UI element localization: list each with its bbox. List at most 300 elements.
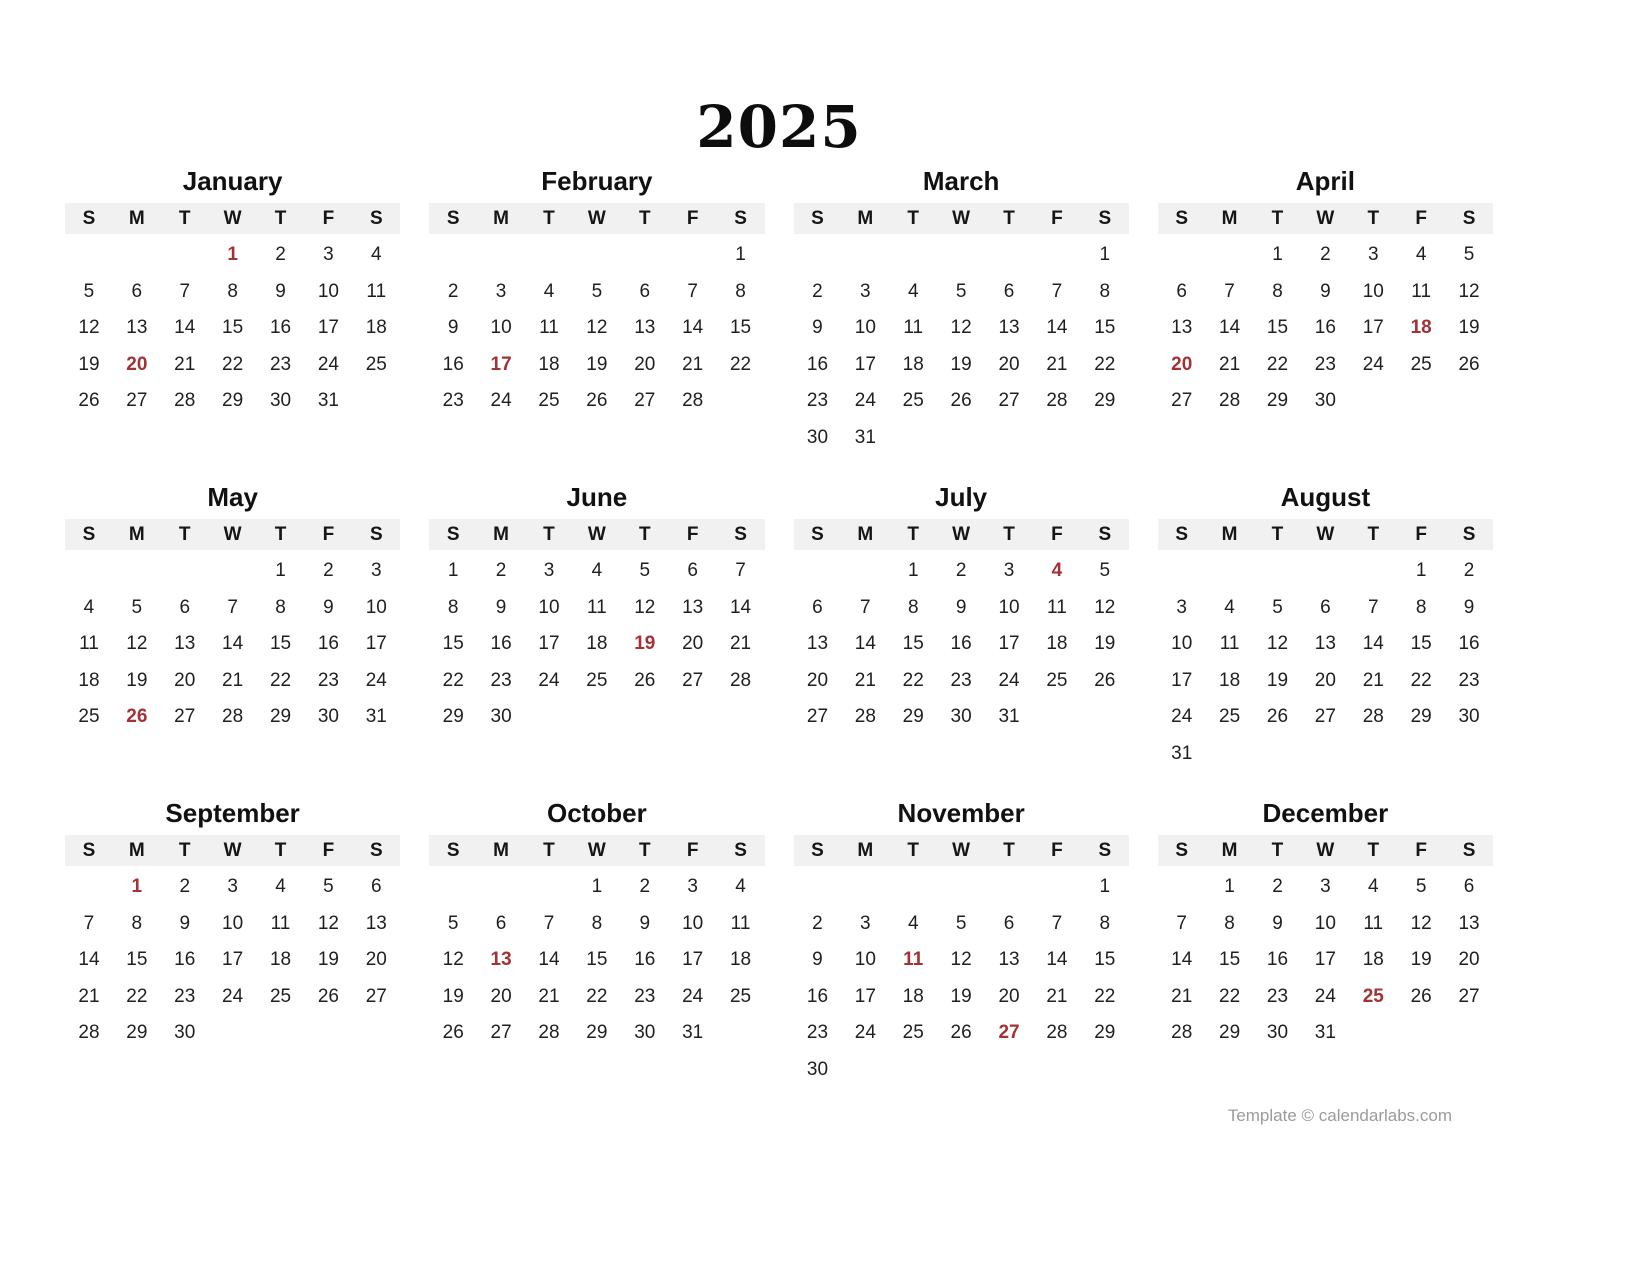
date-cell: 17 [538, 633, 560, 655]
date-cell: 28 [729, 669, 752, 691]
week-row [65, 590, 400, 627]
date-cell: 1 [591, 876, 603, 898]
date-cell: 18 [586, 633, 608, 655]
date-cell: 28 [1046, 390, 1068, 412]
week-row [429, 906, 764, 943]
date-cell: 20 [806, 669, 829, 691]
weekday-header-cell: F [686, 523, 699, 545]
date-cell: 23 [1314, 353, 1336, 375]
weekday-header-cell: T [907, 839, 920, 861]
weekday-header-cell: M [493, 523, 509, 545]
week-row [429, 626, 764, 663]
weekday-header-cell: S [1098, 523, 1112, 545]
week-row [794, 347, 1129, 384]
date-cell: 18 [729, 949, 752, 971]
date-cell: 5 [955, 280, 967, 302]
date-cell: 24 [1314, 985, 1336, 1007]
weekday-header-cell: M [493, 839, 509, 861]
weekday-header-cell: M [857, 839, 874, 861]
date-cell: 2 [495, 560, 507, 582]
date-cell: 12 [1410, 912, 1432, 934]
weekday-header-cell: S [811, 839, 824, 861]
month-title: April [1295, 166, 1355, 196]
weekday-header-cell: T [638, 207, 651, 229]
date-cell: 8 [447, 596, 459, 618]
date-cell: 17 [1362, 317, 1384, 339]
week-row [429, 590, 764, 627]
date-cell: 30 [634, 1022, 656, 1044]
week-row [794, 553, 1129, 590]
date-cell: 17 [222, 949, 244, 971]
date-cell: 15 [586, 949, 608, 971]
date-cell: 22 [1219, 985, 1241, 1007]
date-cell: 13 [126, 317, 148, 339]
date-cell: 12 [442, 949, 464, 971]
date-cell: 4 [371, 244, 382, 266]
date-cell: 17 [490, 353, 512, 375]
weekday-header-cell: T [543, 207, 555, 229]
date-cell: 18 [1362, 949, 1384, 971]
date-cell: 6 [1003, 280, 1015, 302]
month-april [1158, 159, 1493, 475]
week-row [429, 347, 764, 384]
week-row [1158, 274, 1493, 311]
date-cell: 1 [1415, 560, 1427, 582]
date-cell: 7 [860, 596, 871, 618]
date-cell: 22 [586, 985, 608, 1007]
date-cell: 8 [735, 280, 746, 302]
date-cell: 8 [591, 912, 603, 934]
date-cell: 11 [79, 633, 99, 655]
date-cell: 8 [1099, 280, 1111, 302]
date-cell: 9 [812, 949, 823, 971]
weekday-header-cell: W [223, 207, 242, 229]
date-cell: 28 [682, 390, 704, 412]
date-cell: 8 [275, 596, 286, 618]
weekday-header-cell: T [907, 523, 920, 545]
weekday-header-cell: M [857, 523, 874, 545]
calendar-content [65, 0, 1493, 1107]
date-cell: 10 [1314, 912, 1336, 934]
date-cell: 19 [78, 353, 100, 375]
month-weeks [65, 553, 400, 736]
date-cell: 2 [639, 876, 651, 898]
date-cell: 21 [1171, 985, 1193, 1007]
date-cell: 21 [78, 985, 100, 1007]
weekday-header-row [429, 519, 764, 550]
date-cell: 27 [998, 1022, 1020, 1044]
date-cell: 12 [126, 633, 148, 655]
date-cell: 9 [495, 596, 507, 618]
date-cell: 15 [442, 633, 464, 655]
weekday-header-row [1158, 203, 1493, 234]
date-cell: 4 [735, 876, 746, 898]
week-row [794, 869, 1129, 906]
date-cell: 6 [812, 596, 823, 618]
date-cell: 9 [1272, 912, 1283, 934]
date-cell: 20 [490, 985, 512, 1007]
date-cell: 23 [1266, 985, 1289, 1007]
date-cell: 7 [1051, 912, 1063, 934]
date-cell: 29 [269, 706, 292, 728]
date-cell: 9 [275, 280, 286, 302]
date-cell: 4 [83, 596, 95, 618]
date-cell: 19 [1266, 669, 1289, 691]
date-cell: 17 [1314, 949, 1336, 971]
date-cell: 27 [634, 390, 656, 412]
date-cell: 2 [812, 912, 823, 934]
date-cell: 7 [735, 560, 746, 582]
date-cell: 24 [1171, 706, 1193, 728]
date-cell: 30 [1266, 1022, 1289, 1044]
date-cell: 31 [1314, 1022, 1336, 1044]
date-cell: 28 [78, 1022, 100, 1044]
date-cell: 31 [317, 390, 339, 412]
date-cell: 28 [1046, 1022, 1068, 1044]
date-cell: 3 [227, 876, 238, 898]
month-weeks [1158, 237, 1493, 420]
date-cell: 28 [854, 706, 876, 728]
date-cell: 23 [490, 669, 512, 691]
date-cell: 27 [365, 985, 387, 1007]
date-cell: 11 [903, 949, 924, 971]
date-cell: 16 [1458, 633, 1480, 655]
weekday-header-cell: T [1003, 839, 1015, 861]
date-cell: 29 [126, 1022, 148, 1044]
date-cell: 30 [490, 706, 512, 728]
date-cell: 8 [1224, 912, 1235, 934]
date-cell: 28 [538, 1022, 560, 1044]
date-cell: 11 [730, 912, 751, 934]
date-cell: 6 [639, 280, 651, 302]
date-cell: 20 [682, 633, 704, 655]
date-cell: 20 [634, 353, 656, 375]
date-cell: 27 [490, 1022, 512, 1044]
date-cell: 26 [126, 706, 148, 728]
date-cell: 13 [634, 317, 656, 339]
week-row [65, 942, 400, 979]
date-cell: 2 [447, 280, 459, 302]
month-title: January [182, 166, 283, 196]
weekday-header-cell: S [1098, 839, 1112, 861]
weekday-header-cell: M [1221, 207, 1238, 229]
date-cell: 25 [269, 985, 292, 1007]
date-cell: 12 [1458, 280, 1480, 302]
date-cell: 21 [538, 985, 560, 1007]
date-cell: 21 [729, 633, 752, 655]
month-title: December [1262, 798, 1389, 828]
date-cell: 15 [1266, 317, 1289, 339]
week-row [794, 626, 1129, 663]
weekday-header-cell: W [223, 839, 242, 861]
week-row [794, 1052, 1129, 1089]
date-cell: 4 [907, 912, 919, 934]
weekday-header-cell: S [811, 207, 824, 229]
date-cell: 4 [1051, 560, 1063, 582]
date-cell: 10 [1362, 280, 1384, 302]
date-cell: 20 [998, 353, 1020, 375]
week-row [1158, 590, 1493, 627]
date-cell: 21 [682, 353, 704, 375]
date-cell: 6 [1320, 596, 1331, 618]
weekday-header-row [429, 835, 764, 866]
date-cell: 22 [902, 669, 924, 691]
weekday-header-cell: S [446, 839, 460, 861]
weekday-header-cell: S [369, 523, 383, 545]
month-weeks [429, 553, 764, 736]
date-cell: 3 [1003, 560, 1015, 582]
date-cell: 5 [955, 912, 967, 934]
date-cell: 23 [634, 985, 656, 1007]
date-cell: 28 [174, 390, 196, 412]
date-cell: 5 [447, 912, 459, 934]
date-cell: 24 [490, 390, 512, 412]
weekday-header-cell: F [1415, 839, 1427, 861]
weekday-header-cell: S [446, 523, 460, 545]
date-cell: 18 [78, 669, 100, 691]
date-cell: 31 [682, 1022, 704, 1044]
weekday-header-row [65, 203, 400, 234]
date-cell: 17 [317, 317, 339, 339]
weekday-header-cell: M [1221, 839, 1238, 861]
weekday-header-cell: T [178, 207, 191, 229]
month-title: November [897, 798, 1025, 828]
date-cell: 28 [1219, 390, 1241, 412]
week-row [1158, 1015, 1493, 1052]
week-row [794, 383, 1129, 420]
date-cell: 24 [222, 985, 244, 1007]
date-cell: 26 [442, 1022, 464, 1044]
date-cell: 5 [1415, 876, 1427, 898]
date-cell: 14 [222, 633, 244, 655]
date-cell: 12 [78, 317, 100, 339]
week-row [1158, 906, 1493, 943]
date-cell: 9 [1320, 280, 1331, 302]
date-cell: 7 [1176, 912, 1187, 934]
month-january [65, 159, 400, 475]
month-weeks [794, 553, 1129, 736]
weekday-header-cell: W [587, 207, 606, 229]
date-cell: 4 [1367, 876, 1379, 898]
date-cell: 24 [854, 1022, 876, 1044]
date-cell: 6 [179, 596, 191, 618]
weekday-header-cell: S [1175, 207, 1189, 229]
weekday-header-cell: T [1003, 207, 1015, 229]
weekday-header-cell: T [1367, 839, 1380, 861]
date-cell: 14 [1171, 949, 1193, 971]
date-cell: 9 [447, 317, 459, 339]
month-september [65, 791, 400, 1107]
date-cell: 21 [174, 353, 196, 375]
week-row [65, 274, 400, 311]
date-cell: 25 [78, 706, 100, 728]
date-cell: 30 [174, 1022, 196, 1044]
date-cell: 7 [1051, 280, 1063, 302]
month-weeks [1158, 553, 1493, 772]
date-cell: 26 [1410, 985, 1432, 1007]
date-cell: 8 [907, 596, 919, 618]
weekday-header-cell: T [638, 839, 651, 861]
date-cell: 4 [907, 280, 919, 302]
week-row [1158, 553, 1493, 590]
month-march [794, 159, 1129, 475]
weekday-header-cell: M [857, 207, 874, 229]
date-cell: 27 [126, 390, 148, 412]
month-title: February [541, 166, 653, 196]
date-cell: 5 [1099, 560, 1111, 582]
weekday-header-row [794, 203, 1129, 234]
date-cell: 25 [1362, 985, 1384, 1007]
weekday-header-cell: M [128, 839, 145, 861]
weekday-header-row [65, 519, 400, 550]
date-cell: 17 [854, 985, 876, 1007]
week-row [429, 699, 764, 736]
date-cell: 26 [1094, 669, 1116, 691]
week-row [1158, 663, 1493, 700]
date-cell: 26 [634, 669, 656, 691]
date-cell: 20 [998, 985, 1020, 1007]
week-row [794, 310, 1129, 347]
date-cell: 26 [1266, 706, 1289, 728]
date-cell: 16 [634, 949, 656, 971]
date-cell: 31 [365, 706, 387, 728]
date-cell: 5 [1272, 596, 1283, 618]
date-cell: 24 [854, 390, 876, 412]
month-weeks [1158, 869, 1493, 1052]
date-cell: 7 [543, 912, 555, 934]
date-cell: 16 [269, 317, 292, 339]
date-cell: 3 [543, 560, 555, 582]
date-cell: 2 [812, 280, 823, 302]
weekday-header-cell: S [369, 207, 383, 229]
date-cell: 16 [806, 353, 829, 375]
date-cell: 15 [126, 949, 148, 971]
date-cell: 10 [854, 317, 876, 339]
date-cell: 30 [1458, 706, 1480, 728]
date-cell: 4 [543, 280, 555, 302]
date-cell: 8 [131, 912, 143, 934]
date-cell: 1 [447, 560, 459, 582]
date-cell: 10 [998, 596, 1020, 618]
week-row [794, 590, 1129, 627]
date-cell: 21 [1046, 353, 1068, 375]
date-cell: 30 [1314, 390, 1336, 412]
month-december [1158, 791, 1493, 1107]
date-cell: 3 [371, 560, 382, 582]
weekday-header-cell: T [1271, 839, 1284, 861]
week-row [1158, 869, 1493, 906]
date-cell: 1 [1099, 876, 1111, 898]
date-cell: 7 [83, 912, 95, 934]
date-cell: 7 [687, 280, 698, 302]
week-row [1158, 736, 1493, 773]
month-february [429, 159, 764, 475]
weekday-header-cell: F [322, 207, 335, 229]
date-cell: 30 [806, 1058, 829, 1080]
date-cell: 22 [729, 353, 752, 375]
month-weeks [429, 237, 764, 420]
date-cell: 22 [222, 353, 244, 375]
date-cell: 6 [687, 560, 698, 582]
date-cell: 20 [1171, 353, 1193, 375]
date-cell: 13 [1314, 633, 1336, 655]
date-cell: 19 [1458, 317, 1480, 339]
date-cell: 22 [126, 985, 148, 1007]
weekday-header-cell: W [223, 523, 242, 545]
date-cell: 27 [998, 390, 1020, 412]
date-cell: 5 [131, 596, 143, 618]
date-cell: 6 [495, 912, 507, 934]
weekday-header-cell: T [274, 839, 287, 861]
date-cell: 6 [131, 280, 143, 302]
date-cell: 21 [222, 669, 244, 691]
date-cell: 16 [174, 949, 196, 971]
date-cell: 15 [1094, 317, 1116, 339]
date-cell: 22 [1094, 985, 1116, 1007]
date-cell: 30 [806, 426, 829, 448]
weekday-header-cell: T [274, 523, 287, 545]
date-cell: 19 [442, 985, 464, 1007]
date-cell: 30 [950, 706, 972, 728]
month-title: May [207, 482, 258, 512]
weekday-header-cell: W [1316, 839, 1335, 861]
week-row [429, 1015, 764, 1052]
week-row [65, 626, 400, 663]
week-row [429, 869, 764, 906]
date-cell: 15 [269, 633, 292, 655]
weekday-header-cell: S [1462, 207, 1476, 229]
date-cell: 13 [365, 912, 387, 934]
date-cell: 24 [1362, 353, 1384, 375]
weekday-header-cell: W [587, 523, 606, 545]
date-cell: 11 [903, 317, 924, 339]
date-cell: 22 [1266, 353, 1289, 375]
date-cell: 2 [275, 244, 286, 266]
weekday-header-row [794, 519, 1129, 550]
date-cell: 10 [222, 912, 244, 934]
date-cell: 12 [317, 912, 339, 934]
weekday-header-cell: T [1271, 207, 1284, 229]
date-cell: 14 [174, 317, 196, 339]
weekday-header-cell: F [322, 523, 335, 545]
date-cell: 10 [365, 596, 387, 618]
week-row [429, 274, 764, 311]
week-row [65, 979, 400, 1016]
date-cell: 17 [998, 633, 1020, 655]
weekday-header-cell: F [322, 839, 335, 861]
date-cell: 20 [126, 353, 148, 375]
date-cell: 21 [1219, 353, 1241, 375]
date-cell: 7 [1367, 596, 1379, 618]
month-july [794, 475, 1129, 791]
week-row [429, 553, 764, 590]
date-cell: 26 [1458, 353, 1480, 375]
date-cell: 26 [950, 390, 972, 412]
week-row [1158, 237, 1493, 274]
date-cell: 10 [490, 317, 512, 339]
month-title: October [547, 798, 647, 828]
date-cell: 3 [860, 280, 871, 302]
date-cell: 13 [682, 596, 704, 618]
date-cell: 5 [591, 280, 603, 302]
date-cell: 29 [902, 706, 924, 728]
date-cell: 9 [639, 912, 651, 934]
date-cell: 5 [1463, 244, 1475, 266]
week-row [794, 274, 1129, 311]
date-cell: 13 [998, 949, 1020, 971]
date-cell: 14 [682, 317, 704, 339]
week-row [65, 553, 400, 590]
